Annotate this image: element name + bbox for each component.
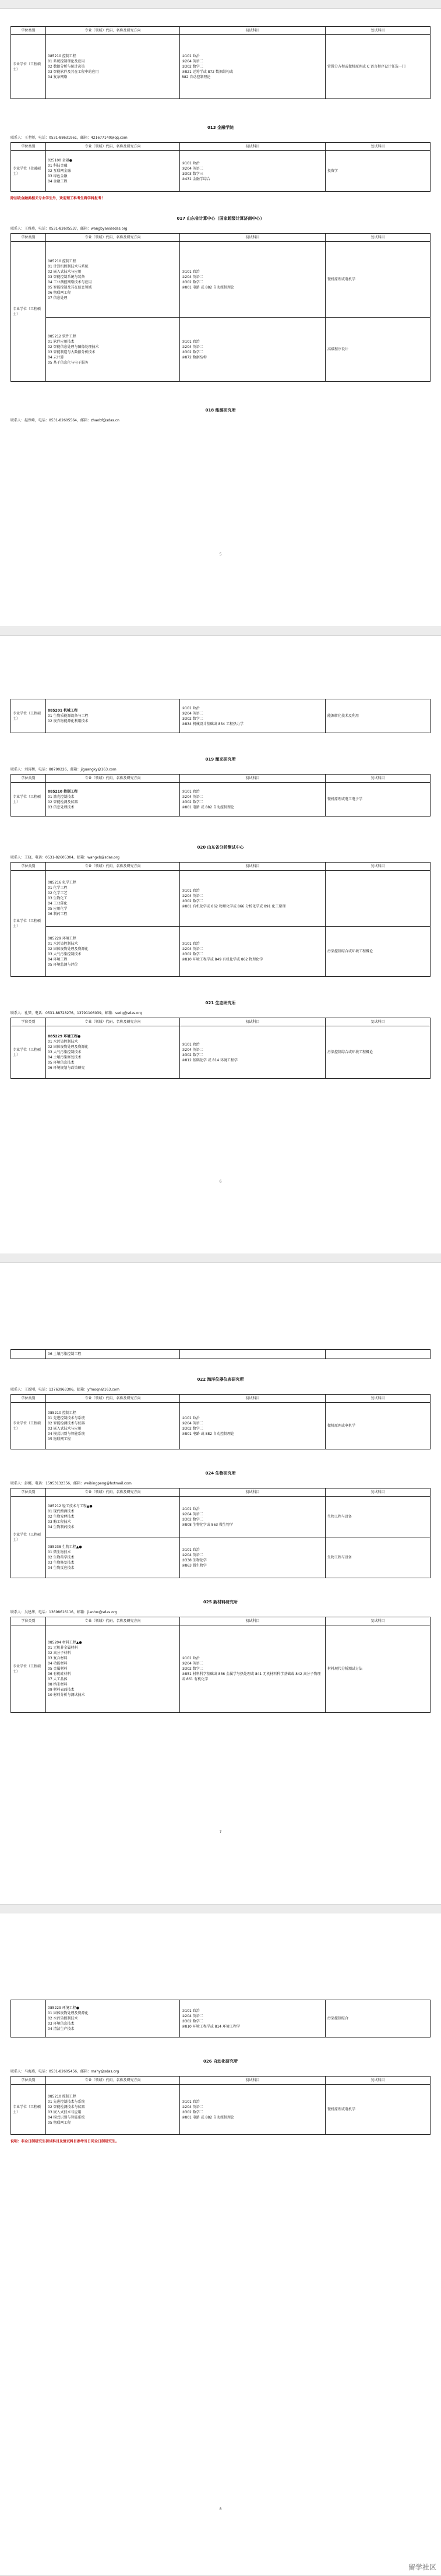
category-cell: 专业学位（工程硕士） [11,871,46,977]
header-category: 学位类别 [11,27,46,35]
header-retest: 复试科目 [326,863,431,871]
header-category: 学位类别 [11,234,46,242]
header-initial: 初试科目 [180,863,326,871]
header-retest: 复试科目 [326,775,431,783]
note-part-time: 说明：非全日制研究生初试科目及复试科目参考当日同全日制研究生。 [10,2139,119,2144]
header-major: 专业（领域）代码、名称及研究方向 [46,775,180,783]
page-2 [0,635,441,1254]
carry-row: 06 土壤污染控制工程 [46,1350,180,1359]
header-major: 专业（领域）代码、名称及研究方向 [46,1617,180,1625]
page-3 [0,1262,441,1905]
contact-019: 联系人：刘涛衡，电话：88790226，邮箱：jiguangky@163.com [10,768,117,772]
note-013: 除招收金融类相关专业学生外，欢迎理工科考生跨学科报考！ [10,196,105,200]
major-cell: 085229 环境工程 01 水污染控制技术 02 固体废物处理及资源化 03 大气污染控制技术 04 环境工程 05 环境监测与评价 [46,927,180,977]
ocean-instrument-table [10,1394,431,1449]
header-category: 学位类别 [11,775,46,783]
header-initial: 初试科目 [180,1018,326,1026]
section-title-022: 022 海洋仪器仪表研究所 [197,1377,244,1382]
category-cell: 专业学位（工程硕士） [11,35,46,99]
initial-cell: ①101 政治 ②204 英语二 ③302 数学二 ④810 环境工程学或 814 环境工程学 [180,2000,326,2037]
header-initial: 初试科目 [180,27,326,35]
major-cell: 085210 控制工程 01 先进控制技术与系统 02 智能检测技术与仪器 03 嵌入式技术与应用 04 模式识别与智能系统 05 物联网工程 [46,1403,180,1449]
initial-cell: ①101 政治 ②204 英语二 ③302 数学二 ④812 基础化学 或 814 环境工程学 [180,1026,326,1079]
header-major: 专业（领域）代码、名称及研究方向 [46,1395,180,1403]
initial-cell: ①101 政治 ②204 英语二 ③302 数学二 ④801 电路 或 882 自动控制理论 [180,783,326,817]
materials-env-table [10,2000,431,2037]
energy-table [10,699,431,733]
retest-cell: 污染控制综合 [326,2000,431,2037]
retest-cell: 生物工程与设备 [326,1497,431,1537]
header-major: 专业（领域）代码、名称及研究方向 [46,2077,180,2085]
header-retest: 复试科目 [326,2077,431,2085]
category-cell: 专业学位（金融硕士） [11,151,46,192]
initial-cell: ①101 政治 ②204 英语二 ③302 数学二 ④801 电路 或 882 自动控制理论 [180,242,326,318]
new-materials-table [10,1617,431,1713]
retest-cell: 污染控制综合或环境工程概论 [326,1026,431,1079]
retest-cell: 投资学 [326,151,431,192]
contact-018: 联系人：赵保峰，电话：0531-82605564，邮箱：zhaobf@sdas.cn [10,418,119,423]
section-title-017: 017 山东省计算中心（国家超级计算济南中心） [177,216,264,221]
initial-cell: ①101 政治 ②204 英语二 ③302 数学二 ④872 数据结构 [180,318,326,382]
header-major: 专业（领域）代码、名称及研究方向 [46,234,180,242]
major-cell: 085201 机械工程 01 生物质能源设备与工程 02 废弃物能源化利用技术 [46,699,180,733]
major-cell: 085210 控制工程 01 计算机控制技术与系统 02 嵌入式技术与应用 03 智能控制系统与装备 04 工业测控网络技术与应用 05 智能控制及其在信息领域 06 物联网工程 07 信息处理 [46,242,180,318]
page-1 [0,8,441,627]
header-retest: 复试科目 [326,1617,431,1625]
retest-cell: 污染控制综合或环境工程概论 [326,927,431,977]
category-cell: 专业学位（工程硕士） [11,2085,46,2135]
header-major: 专业（领域）代码、名称及研究方向 [46,143,180,151]
header-initial: 初试科目 [180,1395,326,1403]
major-cell: 085212 轻工技术与工程▲● 01 现代酿酒技术 02 生物发酵技术 03 酶工程技术 04 生物制药技术 [46,1497,180,1537]
initial-cell: ①101 政治 ②204 英语二 ③302 数学二 ④810 环境工程学或 849 有机化学或 862 物理化学 [180,927,326,977]
category-cell: 专业学位（工程硕士） [11,783,46,817]
retest-cell: 生物工程与设备 [326,1537,431,1578]
page-number: 8 [219,2507,222,2511]
header-initial: 初试科目 [180,775,326,783]
header-retest: 复试科目 [326,1395,431,1403]
contact-024: 联系人：彭娜，电话：15953132356，邮箱：weibingpeng@hotmail.com [10,1481,132,1486]
header-initial: 初试科目 [180,143,326,151]
initial-cell: ①101 政治 ②204 英语二 ③302 数学二 ④808 生物化学或 863 微生物学 [180,1497,326,1537]
page-number: 6 [219,1180,222,1184]
section-title-021: 021 生态研究所 [205,1001,236,1005]
page-number: 5 [219,552,222,557]
header-initial: 初试科目 [180,2077,326,2085]
initial-cell: ①101 政治 ②204 英语二 ③302 数学二 ④801 电路 或 882 自动控制理论 [180,2085,326,2135]
major-cell: 085238 生物工程▲● 01 微生物技术 02 生物药学技术 03 生物修复技术 04 生物反应技术 [46,1537,180,1578]
major-cell: 085229 环境工程● 01 固体废物处理及资源化 02 水污染控制技术 03 环境信息技术 04 清洁生产技术 [46,2000,180,2037]
header-category: 学位类别 [11,2077,46,2085]
header-category: 学位类别 [11,863,46,871]
retest-cell: 微机原理或电工电子学 [326,783,431,817]
category-cell: 专业学位（工程硕士） [11,1625,46,1713]
category-cell: 专业学位（工程硕士） [11,1497,46,1578]
computing-center-table [10,233,431,382]
initial-cell: ①101 政治 ②204 英语二 ③302 数学二 ④801 有机化学或 862 物理化学或 866 分析化学或 891 化工原理 [180,871,326,927]
retest-cell: 材料现代分析测试方法 [326,1625,431,1713]
category-cell: 专业学位（工程硕士） [11,1026,46,1079]
major-cell: 085204 材料工程▲● 01 无机非金属材料 02 高分子材料 03 复合材料 04 功能材料 05 金属材料 06 有机硅材料 07 人工晶体 08 纳米材料 09 材料表面技术 10 材料分析与测试技术 [46,1625,180,1713]
automation-table [10,2076,431,2135]
laser-table [10,774,431,817]
finance-table [10,142,431,192]
header-retest: 复试科目 [326,1018,431,1026]
contact-021: 联系人：孔梦，电话：0531-88728276，13791106039，邮箱：sedg@sdas.org [10,1011,142,1015]
carry-over-table [10,1349,431,1359]
contact-022: 联系人：王新刚，电话：13763963306，邮箱：yfmoqn@163.com [10,1388,119,1392]
contact-020: 联系人：王晓，电话：0531-82605304，邮箱：wangxb@sdas.org [10,856,120,860]
empty-cell [11,2000,46,2037]
major-cell: 085229 环境工程● 01 水污染控制技术 02 固体废物处理及资源化 03 大气污染控制技术 04 土壤污染修复技术 05 环境信息技术 06 环境规划与政策研究 [46,1026,180,1079]
header-category: 学位类别 [11,1617,46,1625]
page-4 [0,1913,441,2576]
retest-cell [326,871,431,927]
section-title-019: 019 激光研究所 [205,757,236,762]
empty-cell [326,1350,431,1359]
header-initial: 初试科目 [180,1488,326,1497]
contact-013: 联系人：王老师，电话：0531-88631961，邮箱：421677140@qq.com [10,136,128,140]
major-cell: 085210 控制工程 01 激光控制技术 02 智能检测及仪器 03 信息处理技术 [46,783,180,817]
initial-cell: ①101 政治 ②204 英语二 ③302 数学二 ④801 电路 或 882 自动控制理论 [180,1403,326,1449]
category-cell: 专业学位（工程硕士） [11,699,46,733]
section-title-020: 020 山东省分析测试中心 [197,845,244,850]
header-major: 专业（领域）代码、名称及研究方向 [46,27,180,35]
contact-017: 联系人：王雅燕，电话：0531-82605537，邮箱：wangbyan@sdas.org [10,227,128,231]
initial-cell: ①101 政治 ②204 英语二 ③302 数学二 ④834 机械设计基础或 834 工程热力学 [180,699,326,733]
header-category: 学位类别 [11,1395,46,1403]
header-major: 专业（领域）代码、名称及研究方向 [46,1488,180,1497]
header-initial: 初试科目 [180,1617,326,1625]
header-retest: 复试科目 [326,143,431,151]
major-cell: 085212 软件工程 01 软件应用技术 02 智能信息处理与图像处理技术 03 智能制造与大数据分析技术 04 云计算 05 基于信息化与电子服务 [46,318,180,382]
section-title-025: 025 新材料研究所 [203,1600,238,1604]
retest-cell: 微机原理或电机学 [326,1403,431,1449]
section-title-026: 026 自动化研究所 [203,2059,238,2064]
major-cell: 085216 化学工程 01 化学工程 02 化学工艺 03 生物化工 04 工业催化 05 应用化学 06 制药工程 [46,871,180,927]
watermark-logo: 留学社区 [408,2563,436,2571]
section-title-013: 013 金融学院 [207,125,234,130]
initial-cell: ①101 政治 ②204 英语二 ③338 生物化学 ④863 微生物学 [180,1537,326,1578]
header-retest: 复试科目 [326,234,431,242]
page-number: 7 [219,1830,222,1834]
empty-cell [180,1350,326,1359]
ecology-table [10,1018,431,1079]
major-cell: 085210 控制工程 01 先进控制技术与系统 02 智能检测技术与仪器 03 嵌入式技术与应用 04 模式识别与智能系统 05 物联网工程 [46,2085,180,2135]
retest-cell: 常微分方程或微机原理或 C 语言程序设计任选一门 [326,35,431,99]
retest-cell: 微机原理或电机学 [326,2085,431,2135]
header-initial: 初试科目 [180,234,326,242]
contact-026: 联系人：马海燕，电话：0531-82605456，邮箱：mahy@sdas.org [10,2070,119,2074]
section-title-018: 018 能源研究所 [205,408,236,413]
analysis-center-table [10,862,431,977]
category-cell: 专业学位（工程硕士） [11,242,46,382]
retest-cell: 能源转化技术及利用 [326,699,431,733]
major-cell: 085210 控制工程 01 系统控制理论及应用 02 数据分析与统计决策 03 智能软件及其在工程中的应用 04 复杂网络 [46,35,180,99]
header-major: 专业（领域）代码、名称及研究方向 [46,863,180,871]
major-cell: 025100 金融● 01 科技金融 02 互联网金融 03 绿色金融 04 金融工程 [46,151,180,192]
initial-cell: ①101 政治 ②204 英语二 ③302 数学二 ④851 材料科学基础或 836 金属学与热处理或 841 无机材料科学基础或 842 高分子物理或 861 有机化学 [180,1625,326,1713]
header-retest: 复试科目 [326,27,431,35]
initial-cell: ①101 政治 ②204 英语二 ③303 数学三 ④431 金融学综合 [180,151,326,192]
header-category: 学位类别 [11,143,46,151]
control-engineering-table [10,26,431,99]
initial-cell: ①101 政治 ②204 英语二 ③302 数学二 ④821 运筹学或 872 数据结构或 882 自动控制理论 [180,35,326,99]
biology-table [10,1488,431,1578]
retest-cell: 高级程序设计 [326,318,431,382]
section-title-024: 024 生物研究所 [205,1471,236,1476]
header-major: 专业（领域）代码、名称及研究方向 [46,1018,180,1026]
contact-025: 联系人：吴建华，电话：13698616116，邮箱：jianhw@sdas.org [10,1610,118,1614]
category-cell: 专业学位（工程硕士） [11,1403,46,1449]
header-retest: 复试科目 [326,1488,431,1497]
empty-cell [11,1350,46,1359]
header-category: 学位类别 [11,1488,46,1497]
retest-cell: 微机原理或电机学 [326,242,431,318]
header-category: 学位类别 [11,1018,46,1026]
